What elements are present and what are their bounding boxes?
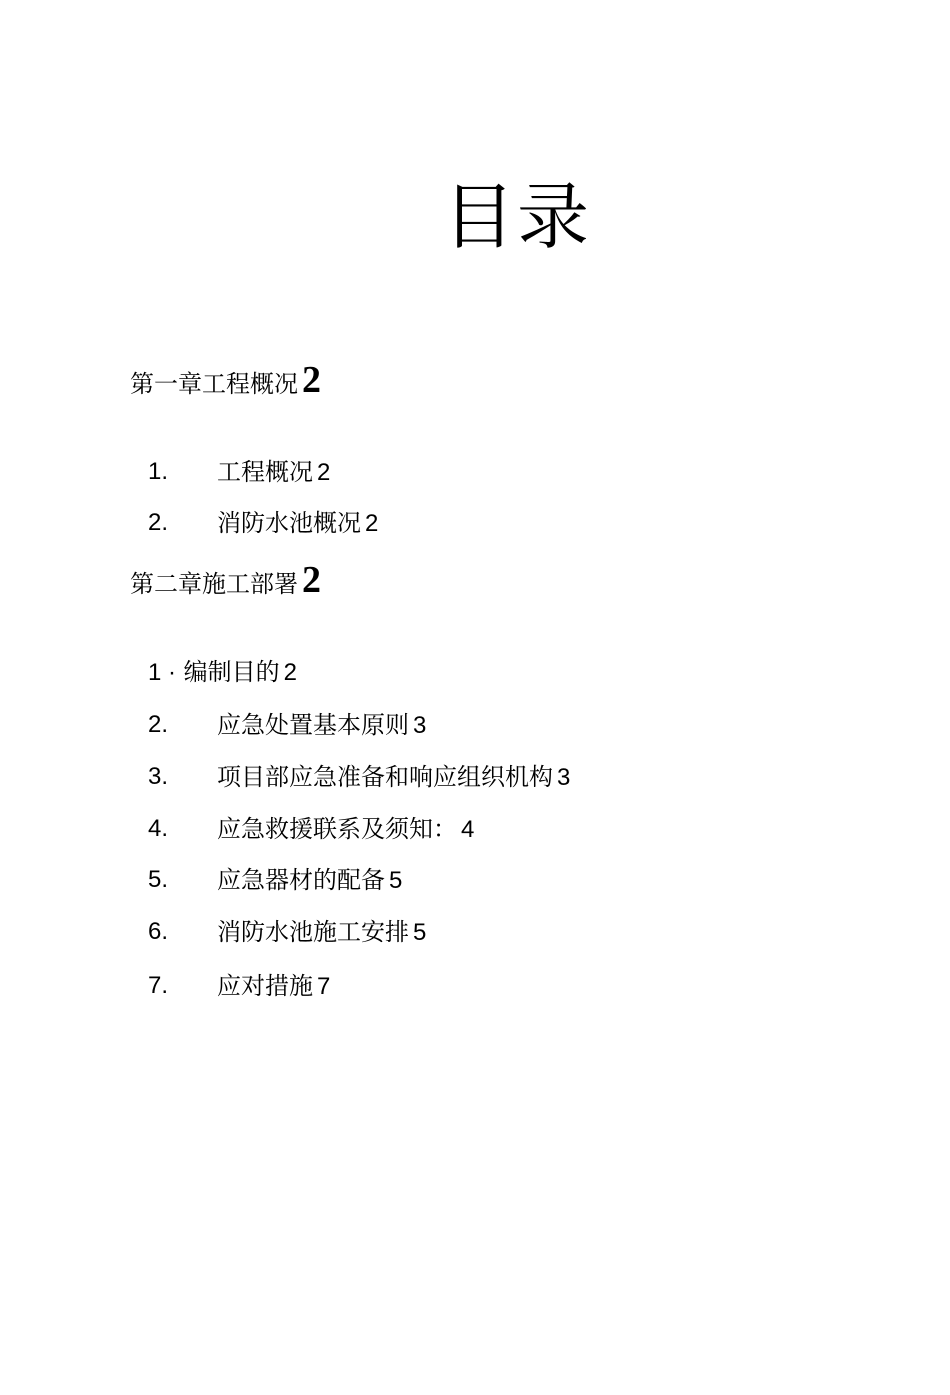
chapter-page-number: 2 [302, 559, 321, 601]
item-page-number: 3 [413, 712, 427, 739]
item-number: 2. [148, 711, 169, 738]
item-page-number: 5 [389, 867, 403, 894]
item-page-number: 2 [283, 659, 298, 686]
item-title: 消防水池施工安排 [217, 918, 409, 946]
item-number: 4. [148, 815, 169, 842]
item-title: 应急处置基本原则 [217, 711, 409, 739]
item-number: 6. [148, 918, 169, 945]
chapter-label: 第一章工程概况 [130, 370, 298, 398]
item-title: 应急器材的配备 [217, 866, 385, 894]
toc-item[interactable] [148, 657, 297, 688]
item-title: 消防水池概况 [217, 509, 361, 537]
item-page-number: 7 [317, 973, 331, 1000]
item-number: 3. [148, 763, 169, 790]
item-number: 5. [148, 866, 169, 893]
chapter-label: 第二章施工部署 [130, 570, 298, 598]
item-number: 2. [148, 509, 169, 536]
toc-chapter-1[interactable] [130, 358, 321, 402]
item-page-number: 2 [317, 459, 331, 486]
toc-chapter-2[interactable] [130, 558, 321, 602]
chapter-page-number: 2 [302, 359, 321, 401]
item-title: 编制目的 [183, 658, 280, 686]
item-number: 1 · [148, 659, 177, 686]
item-number: 7. [148, 972, 169, 999]
item-title: 应急救援联系及须知： [217, 815, 457, 843]
item-page-number: 2 [365, 510, 379, 537]
item-title: 应对措施 [217, 972, 313, 1000]
item-title: 项目部应急准备和响应组织机构 [217, 763, 553, 791]
item-page-number: 3 [557, 764, 571, 791]
item-page-number: 5 [413, 919, 427, 946]
item-page-number: 4 [461, 816, 475, 843]
item-number: 1. [148, 458, 169, 485]
toc-title: 目录 [443, 175, 592, 259]
item-title: 工程概况 [217, 458, 313, 486]
